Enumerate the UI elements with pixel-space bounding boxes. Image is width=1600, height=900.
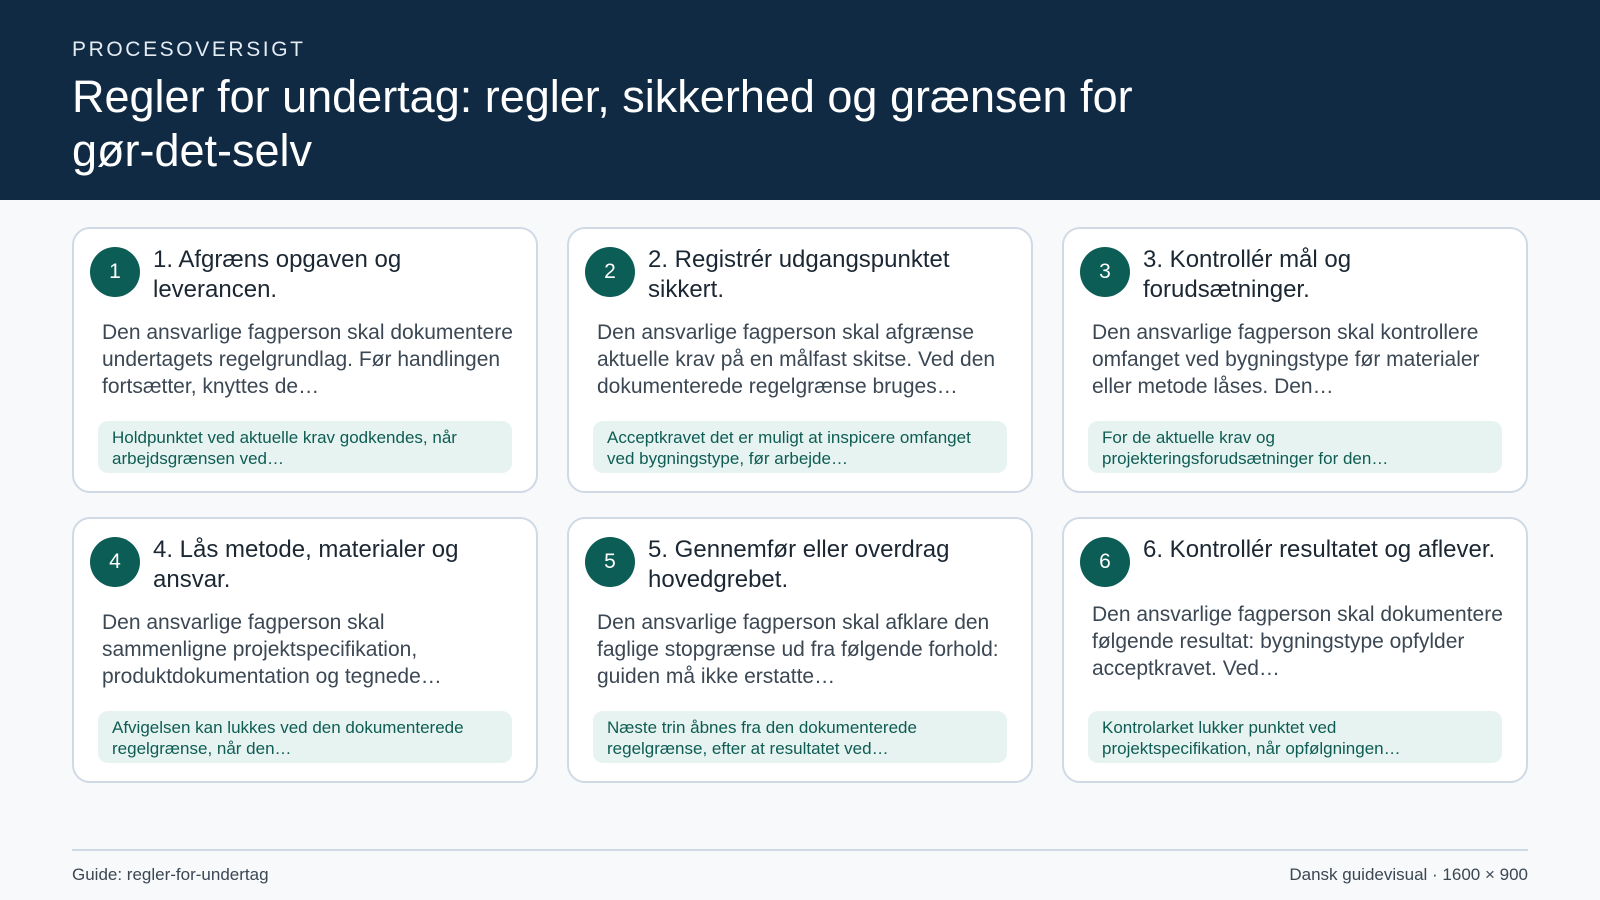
step-title: 5. Gennemfør eller overdrag hovedgrebet.: [648, 536, 950, 593]
step-description: Den ansvarlige fagperson skal afklare den faglige stopgrænse ud fra følgende forhold: guiden må ikke erstatte…: [597, 611, 999, 688]
step-description: Den ansvarlige fagperson skal sammenligne projektspecifikation, produktdokumentation og tegnede…: [102, 611, 442, 688]
step-number-badge: 2: [585, 247, 635, 297]
step-note: Holdpunktet ved aktuelle krav godkendes, når arbejdsgrænsen ved…: [98, 421, 512, 473]
step-title: 2. Registrér udgangspunktet sikkert.: [648, 246, 950, 303]
step-description: Den ansvarlige fagperson skal kontrollere omfanget ved bygningstype før materialer eller metode låses. Den…: [1092, 321, 1480, 398]
step-title: 4. Lås metode, materialer og ansvar.: [153, 536, 459, 593]
step-number-badge: 3: [1080, 247, 1130, 297]
step-title: 3. Kontrollér mål og forudsætninger.: [1143, 246, 1352, 303]
step-number-badge: 5: [585, 537, 635, 587]
step-note: Kontrolarket lukker punktet ved projektspecifikation, når opfølgningen…: [1088, 711, 1502, 763]
step-card-4: [72, 517, 538, 783]
page-title: Regler for undertag: regler, sikkerhed og grænsen for gør-det-selv: [72, 71, 1133, 176]
step-description: Den ansvarlige fagperson skal dokumentere undertagets regelgrundlag. Før handlingen fortsætter, knyttes de…: [102, 321, 513, 398]
footer-guide-label: Guide: regler-for-undertag: [72, 865, 269, 884]
step-description: Den ansvarlige fagperson skal dokumentere følgende resultat: bygningstype opfylder acceptkravet. Ved…: [1092, 603, 1503, 680]
step-note: For de aktuelle krav og projekteringsforudsætninger for den…: [1088, 421, 1502, 473]
step-note: Næste trin åbnes fra den dokumenterede regelgrænse, efter at resultatet ved…: [593, 711, 1007, 763]
step-card-5: [567, 517, 1033, 783]
step-card-6: [1062, 517, 1528, 783]
step-number-badge: 1: [90, 247, 140, 297]
process-step-grid: [72, 227, 1528, 783]
header-banner: [0, 0, 1600, 200]
step-card-2: [567, 227, 1033, 493]
step-title: 1. Afgræns opgaven og leverancen.: [153, 246, 402, 303]
step-note: Acceptkravet det er muligt at inspicere omfanget ved bygningstype, før arbejde…: [593, 421, 1007, 473]
step-title: 6. Kontrollér resultatet og aflever.: [1143, 536, 1496, 563]
step-number-badge: 6: [1080, 537, 1130, 587]
eyebrow-label: PROCESOVERSIGT: [72, 38, 306, 61]
step-note: Afvigelsen kan lukkes ved den dokumenterede regelgrænse, når den…: [98, 711, 512, 763]
footer-meta-label: Dansk guidevisual · 1600 × 900: [1289, 865, 1528, 884]
step-number-badge: 4: [90, 537, 140, 587]
footer-divider: [72, 849, 1528, 851]
step-card-1: [72, 227, 538, 493]
step-card-3: [1062, 227, 1528, 493]
step-description: Den ansvarlige fagperson skal afgrænse aktuelle krav på en målfast skitse. Ved den dokumenterede regelgrænse bruges…: [597, 321, 996, 398]
